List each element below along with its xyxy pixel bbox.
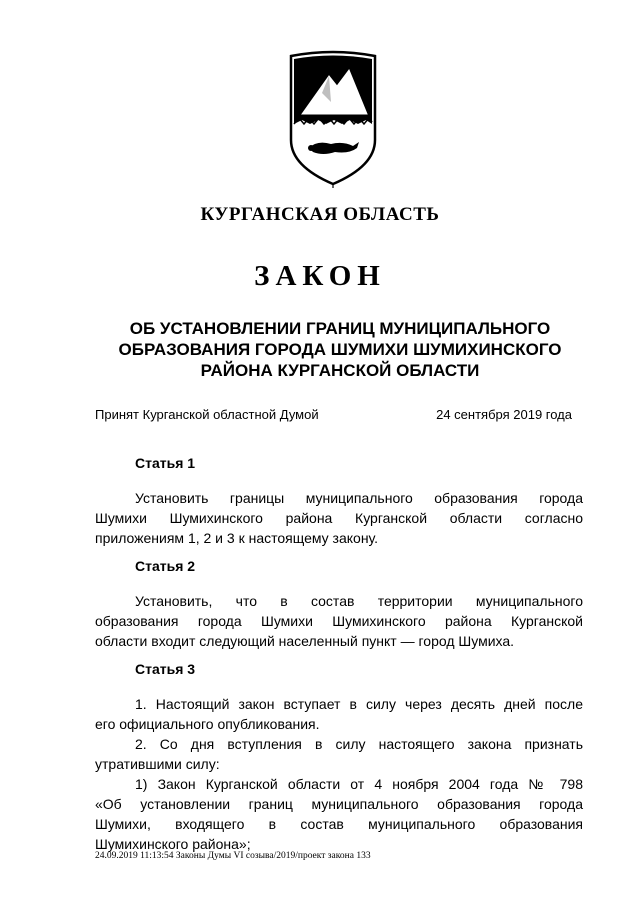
article-1-title: Статья 1 (135, 455, 196, 471)
subject-line: ОБРАЗОВАНИЯ ГОРОДА ШУМИХИ ШУМИХИНСКОГО (118, 340, 562, 359)
article-3-text (95, 694, 583, 854)
article-3-title: Статья 3 (135, 661, 196, 677)
text-line: образования города Шумихи Шумихинского района Курганской (95, 613, 583, 629)
text-line: его официального опубликования. (95, 716, 320, 732)
text-line: Шумихи, входящего в состав муниципального образования (95, 816, 583, 832)
document-type-title: ЗАКОН (254, 260, 386, 292)
text-line: Шумихи Шумихинского района Курганской области согласно (95, 510, 583, 526)
subject-line: РАЙОНА КУРГАНСКОЙ ОБЛАСТИ (200, 361, 480, 380)
coat-of-arms-emblem (287, 48, 379, 188)
text-line: 2. Со дня вступления в силу настоящего закона признать (135, 736, 583, 752)
article-2-text (95, 591, 583, 651)
text-line: Установить, что в состав территории муниципального (135, 593, 583, 609)
text-line: 1. Настоящий закон вступает в силу через десять дней после (135, 696, 583, 712)
text-line: «Об установлении границ муниципального образования города (95, 796, 583, 812)
article-1-text (95, 488, 583, 548)
article-2-title: Статья 2 (135, 558, 196, 574)
subject-line: ОБ УСТАНОВЛЕНИИ ГРАНИЦ МУНИЦИПАЛЬНОГО (129, 319, 551, 338)
text-line: области входит следующий населенный пункт — город Шумиха. (95, 633, 515, 649)
text-line: 1) Закон Курганской области от 4 ноября 2004 года № 798 (135, 776, 583, 792)
document-footer: 24.09.2019 11:13:54 Законы Думы VI созыва/2019/проект закона 133 (95, 851, 371, 861)
law-subject-title (90, 318, 590, 381)
text-line: Установить границы муниципального образования города (135, 490, 583, 506)
adopted-by-text: Принят Курганской областной Думой (95, 407, 319, 422)
text-line: приложениям 1, 2 и 3 к настоящему закону. (95, 530, 379, 546)
text-line: утратившими силу: (95, 756, 220, 772)
text-line: Шумихинского района»; (95, 836, 251, 852)
adopted-date-text: 24 сентября 2019 года (436, 407, 572, 422)
region-title: КУРГАНСКАЯ ОБЛАСТЬ (200, 204, 440, 225)
